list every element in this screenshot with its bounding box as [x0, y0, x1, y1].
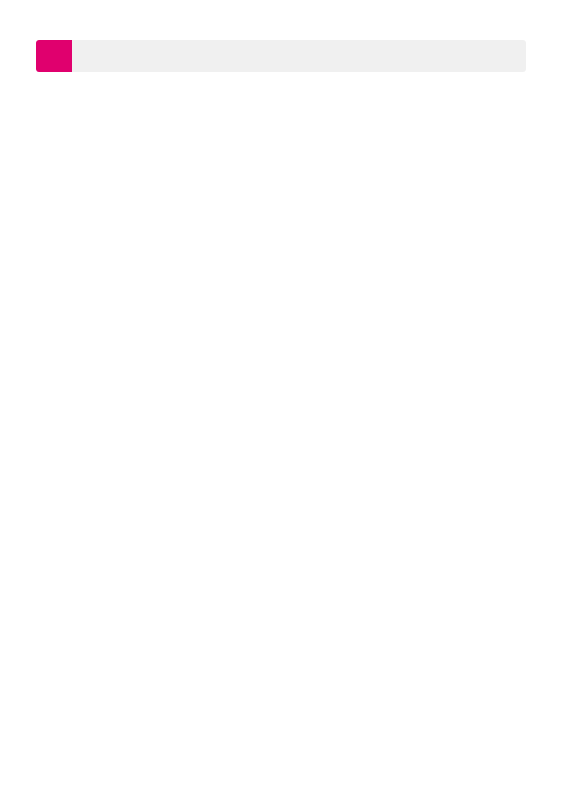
report-header — [36, 40, 526, 72]
section-number-badge — [36, 40, 72, 72]
